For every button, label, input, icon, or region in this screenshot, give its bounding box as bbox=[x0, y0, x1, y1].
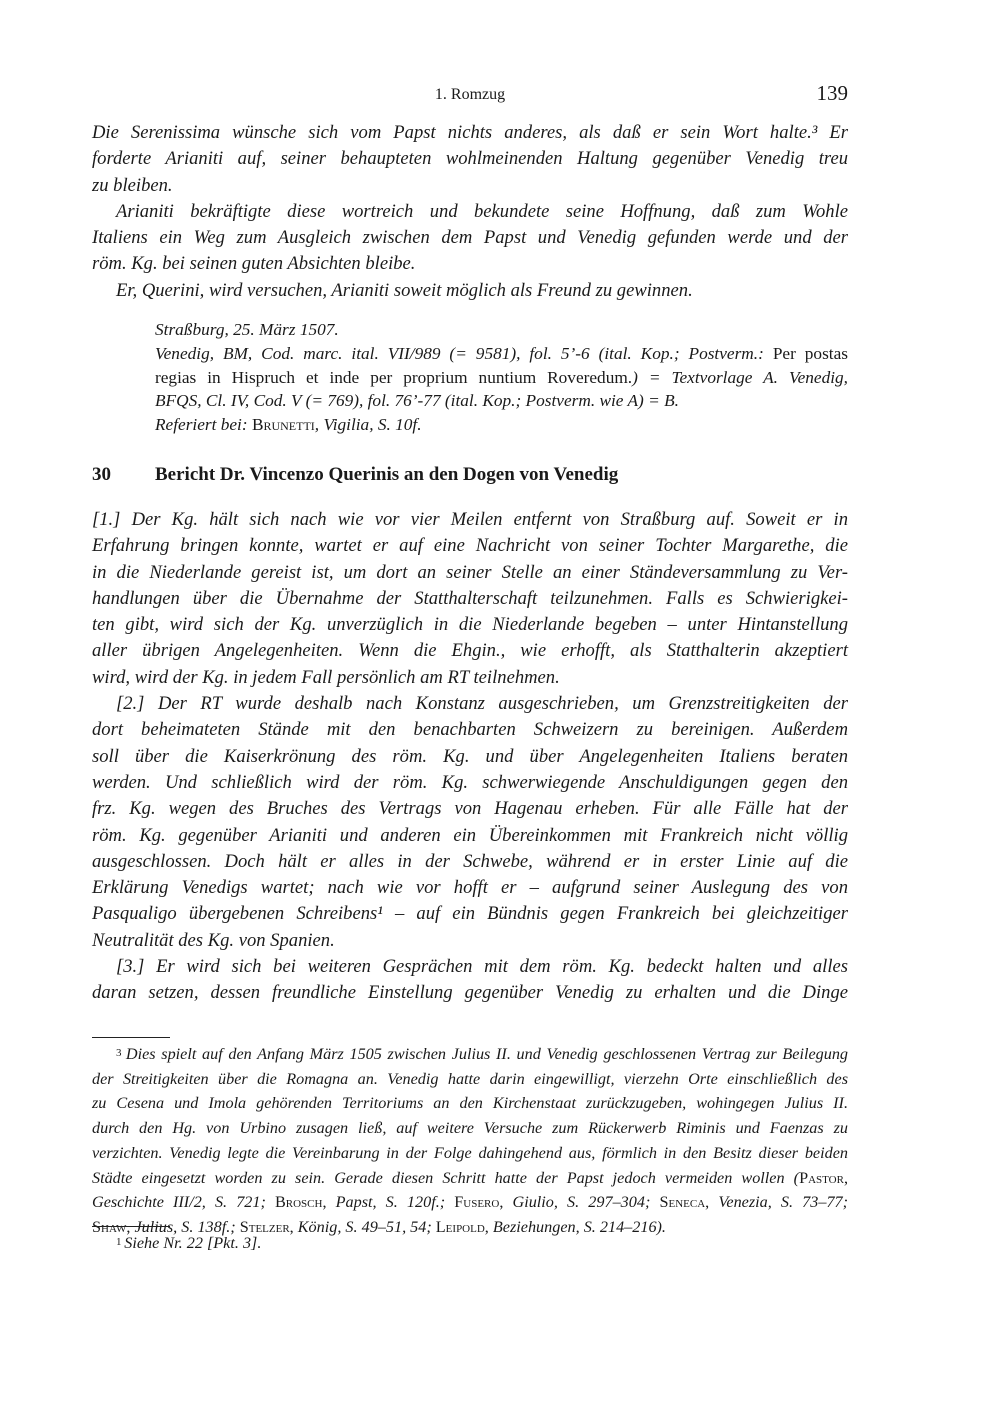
text-segment: Er, Querini, wird versuchen, Arianiti soweit möglich als Freund zu gewinnen. bbox=[116, 279, 693, 301]
text-segment: Shaw bbox=[92, 1217, 127, 1236]
footnote-marker: 1 bbox=[116, 1236, 125, 1248]
text-line bbox=[92, 586, 848, 612]
text-segment: frz. Kg. wegen des Bruches des Vertrags von Hagenau erheben. Für alle Fälle hat der bbox=[92, 798, 848, 820]
text-segment: Pastor bbox=[799, 1168, 844, 1187]
text-segment: forderte Arianiti auf, seiner behaupteten wohlmeinenden Haltung gegenüber Venedig treu bbox=[92, 148, 848, 170]
text-segment: zu Cesena und Imola gehörenden Territoriums an den Kirchenstaat zurückzugeben, wohingegen Julius II. bbox=[92, 1094, 848, 1113]
footnote-1 bbox=[92, 1230, 848, 1256]
text-segment: Siehe Nr. 22 [Pkt. 3]. bbox=[124, 1234, 262, 1252]
text-segment: Per postas bbox=[772, 343, 848, 363]
page-number: 139 bbox=[816, 81, 848, 105]
text-segment: Leipold bbox=[435, 1217, 485, 1236]
text-segment: Städte eingesetzt worden zu sein. Gerade diesen Schritt hatte der Papst jedoch vermeiden wollen ( bbox=[92, 1168, 800, 1187]
text-segment: Dies spielt auf den Anfang März 1505 zwischen Julius II. und Venedig geschlossenen Vertrag zur Beilegung bbox=[125, 1045, 849, 1063]
footnote-rule bbox=[92, 1226, 170, 1227]
text-line bbox=[92, 1041, 848, 1067]
text-segment: ausgeschlossen. Doch hält er alles in der Schwebe, während er in erster Linie auf die bbox=[92, 850, 848, 872]
text-line bbox=[92, 1190, 848, 1215]
text-line bbox=[92, 744, 848, 770]
text-segment: aller übrigen Angelegenheiten. Wenn die Ehgin., wie erhofft, als Statthalterin akzeptiert bbox=[92, 640, 848, 662]
text-segment: Venezia, S. 73–77; bbox=[718, 1193, 849, 1212]
text-line bbox=[92, 980, 848, 1006]
text-line bbox=[155, 342, 848, 366]
text-segment: , bbox=[705, 1193, 719, 1212]
text-line bbox=[92, 928, 848, 954]
text-segment: handlungen über die Übernahme der Statthalterschaft teilzunehmen. Falls es Schwierigkei- bbox=[92, 587, 848, 609]
text-segment: Erklärung Venedigs wartet; nach wie vor hofft er – aufgrund seiner Auslegung des von bbox=[92, 877, 848, 899]
text-line bbox=[155, 318, 848, 342]
text-line bbox=[92, 199, 848, 225]
text-segment: Julius, S. 138f.; bbox=[134, 1217, 240, 1236]
text-line bbox=[92, 875, 848, 901]
source-citation bbox=[155, 318, 848, 437]
text-line bbox=[92, 1091, 848, 1116]
text-line bbox=[92, 173, 848, 199]
text-line bbox=[92, 770, 848, 796]
text-segment: Venedig, BM, Cod. marc. ital. VII/989 (= 9581), fol. 5’-6 (ital. Kop.; Postverm.: bbox=[155, 343, 773, 363]
text-segment: in die Niederlande gereist ist, um dort an seiner Stelle an einer Ständeversammlung zu Ver- bbox=[92, 561, 848, 583]
text-segment: , bbox=[289, 1217, 298, 1236]
text-line bbox=[92, 507, 848, 533]
text-line bbox=[155, 366, 848, 390]
text-segment: Italiens ein Weg zum Ausgleich zwischen dem Papst und Venedig gefunden werde und der bbox=[92, 227, 848, 249]
text-line bbox=[92, 1116, 848, 1141]
text-line bbox=[92, 533, 848, 559]
text-segment: daran setzen, dessen freundliche Einstellung gegenüber Venedig zu erhalten und die Dinge bbox=[92, 982, 848, 1004]
text-segment: Pasqualigo übergebenen Schreibens¹ – auf ein Bündnis gegen Frankreich bei gleichzeitiger bbox=[92, 903, 848, 925]
text-segment: Giulio, S. 297–304; bbox=[512, 1193, 660, 1212]
text-segment: durch den Hg. von Urbino zusagen ließ, auf weitere Versuche zum Rückerwerb Riminis und Faenzas zu bbox=[92, 1119, 848, 1138]
text-line bbox=[92, 251, 848, 277]
text-line bbox=[92, 849, 848, 875]
text-segment: Erfahrung bringen konnte, wartet er auf eine Nachricht von seiner Tochter Margarethe, die bbox=[92, 535, 848, 557]
text-segment: dort beheimateten Stände mit den benachbarten Schweizern zu bereinigen. Außerdem bbox=[92, 719, 848, 741]
text-segment: Seneca bbox=[659, 1193, 706, 1212]
text-segment: Beziehungen, S. 214–216). bbox=[492, 1217, 666, 1236]
text-segment: der Streitigkeiten über die Romagna an. Venedig hatte darin eingewilligt, vierzehn Orte einschließlich des bbox=[92, 1069, 848, 1088]
footnote-marker: 3 bbox=[116, 1047, 126, 1059]
text-segment: Arianiti bekräftigte diese wortreich und bekundete seine Hoffnung, daß zum Wohle bbox=[116, 200, 848, 222]
text-segment: BFQS, Cl. IV, Cod. V (= 769), fol. 76’-77 (ital. Kop.; Postverm. wie A) = B. bbox=[155, 391, 679, 411]
text-line bbox=[92, 954, 848, 980]
text-line bbox=[92, 901, 848, 927]
text-segment: König, S. 49–51, 54; bbox=[297, 1217, 436, 1236]
text-segment: Brunetti bbox=[251, 415, 315, 435]
intro-paragraphs bbox=[92, 120, 848, 304]
document-body bbox=[92, 507, 848, 1007]
text-line bbox=[92, 146, 848, 172]
document-title: Bericht Dr. Vincenzo Querinis an den Dogen von Venedig bbox=[155, 464, 619, 485]
document-number: 30 bbox=[92, 464, 111, 485]
text-segment: ten gibt, wird sich der Kg. unverzüglich in die Niederlande begeben – unter Hintanstellung bbox=[92, 614, 848, 636]
text-line bbox=[92, 225, 848, 251]
text-segment: Straßburg, 25. März 1507. bbox=[155, 320, 339, 339]
text-segment: [2.] Der RT wurde deshalb nach Konstanz ausgeschrieben, um Grenzstreitigkeiten der bbox=[116, 693, 848, 715]
text-line bbox=[155, 389, 848, 413]
text-line bbox=[92, 1230, 848, 1256]
text-segment: Referiert bei: bbox=[155, 415, 252, 435]
text-segment: , bbox=[126, 1217, 135, 1236]
text-segment: Fusero bbox=[454, 1193, 500, 1212]
text-line bbox=[92, 1166, 848, 1191]
text-segment: verzichten. Venedig legte die Vereinbarung in der Folge dahingehend aus, förmlich in den Besitz dieser beiden bbox=[92, 1143, 848, 1162]
text-line bbox=[92, 612, 848, 638]
text-line bbox=[92, 717, 848, 743]
text-segment: , bbox=[499, 1193, 513, 1212]
text-segment: zu bleiben. bbox=[92, 174, 173, 196]
text-segment: Stelzer bbox=[239, 1217, 290, 1236]
text-line bbox=[92, 691, 848, 717]
text-segment: Papst, S. 120f.; bbox=[335, 1193, 455, 1212]
text-segment: Neutralität des Kg. von Spanien. bbox=[92, 929, 335, 951]
text-segment: röm. Kg. gegenüber Arianiti und anderen ein Übereinkommen mit Frankreich nicht völlig bbox=[92, 824, 848, 846]
text-line bbox=[92, 1067, 848, 1092]
text-segment: , bbox=[484, 1217, 493, 1236]
text-segment: , Vigilia, S. 10f. bbox=[314, 415, 422, 435]
footnote-3 bbox=[92, 1041, 848, 1240]
text-line bbox=[92, 1141, 848, 1166]
running-head bbox=[92, 81, 848, 108]
text-line bbox=[92, 120, 848, 146]
text-line bbox=[92, 796, 848, 822]
text-line bbox=[92, 823, 848, 849]
text-segment: , bbox=[843, 1168, 848, 1187]
text-segment: [1.] Der Kg. hält sich nach wie vor vier Meilen entfernt von Straßburg auf. Soweit er in bbox=[92, 509, 848, 530]
text-segment: , bbox=[322, 1193, 336, 1212]
text-segment: Geschichte III/2, S. 721; bbox=[92, 1193, 275, 1212]
running-title: 1. Romzug bbox=[434, 86, 506, 103]
text-segment: soll über die Kaiserkrönung des röm. Kg. und über Angelegenheiten Italiens beraten bbox=[92, 745, 848, 767]
text-segment: regias in Hispruch et inde per proprium nuntium Roveredum. bbox=[155, 367, 633, 387]
text-line bbox=[92, 560, 848, 586]
text-segment: Brosch bbox=[274, 1193, 323, 1212]
text-line bbox=[155, 413, 848, 437]
text-segment: röm. Kg. bei seinen guten Absichten bleibe. bbox=[92, 253, 416, 275]
footnote-rule bbox=[92, 1037, 170, 1038]
text-line bbox=[92, 638, 848, 664]
text-line bbox=[92, 665, 848, 691]
text-line bbox=[92, 278, 848, 304]
text-segment: werden. Und schließlich wird der röm. Kg. schwerwiegende Anschuldigungen gegen den bbox=[92, 771, 848, 793]
text-segment: wird, wird der Kg. in jedem Fall persönlich am RT teilnehmen. bbox=[92, 666, 560, 688]
text-segment: [3.] Er wird sich bei weiteren Gesprächen mit dem röm. Kg. bedeckt halten und alles bbox=[116, 956, 848, 978]
text-segment: ) = Textvorlage A. Venedig, bbox=[632, 367, 848, 387]
text-segment: Die Serenissima wünsche sich vom Papst nichts anderes, als daß er sein Wort halte.³ Er bbox=[92, 122, 848, 143]
